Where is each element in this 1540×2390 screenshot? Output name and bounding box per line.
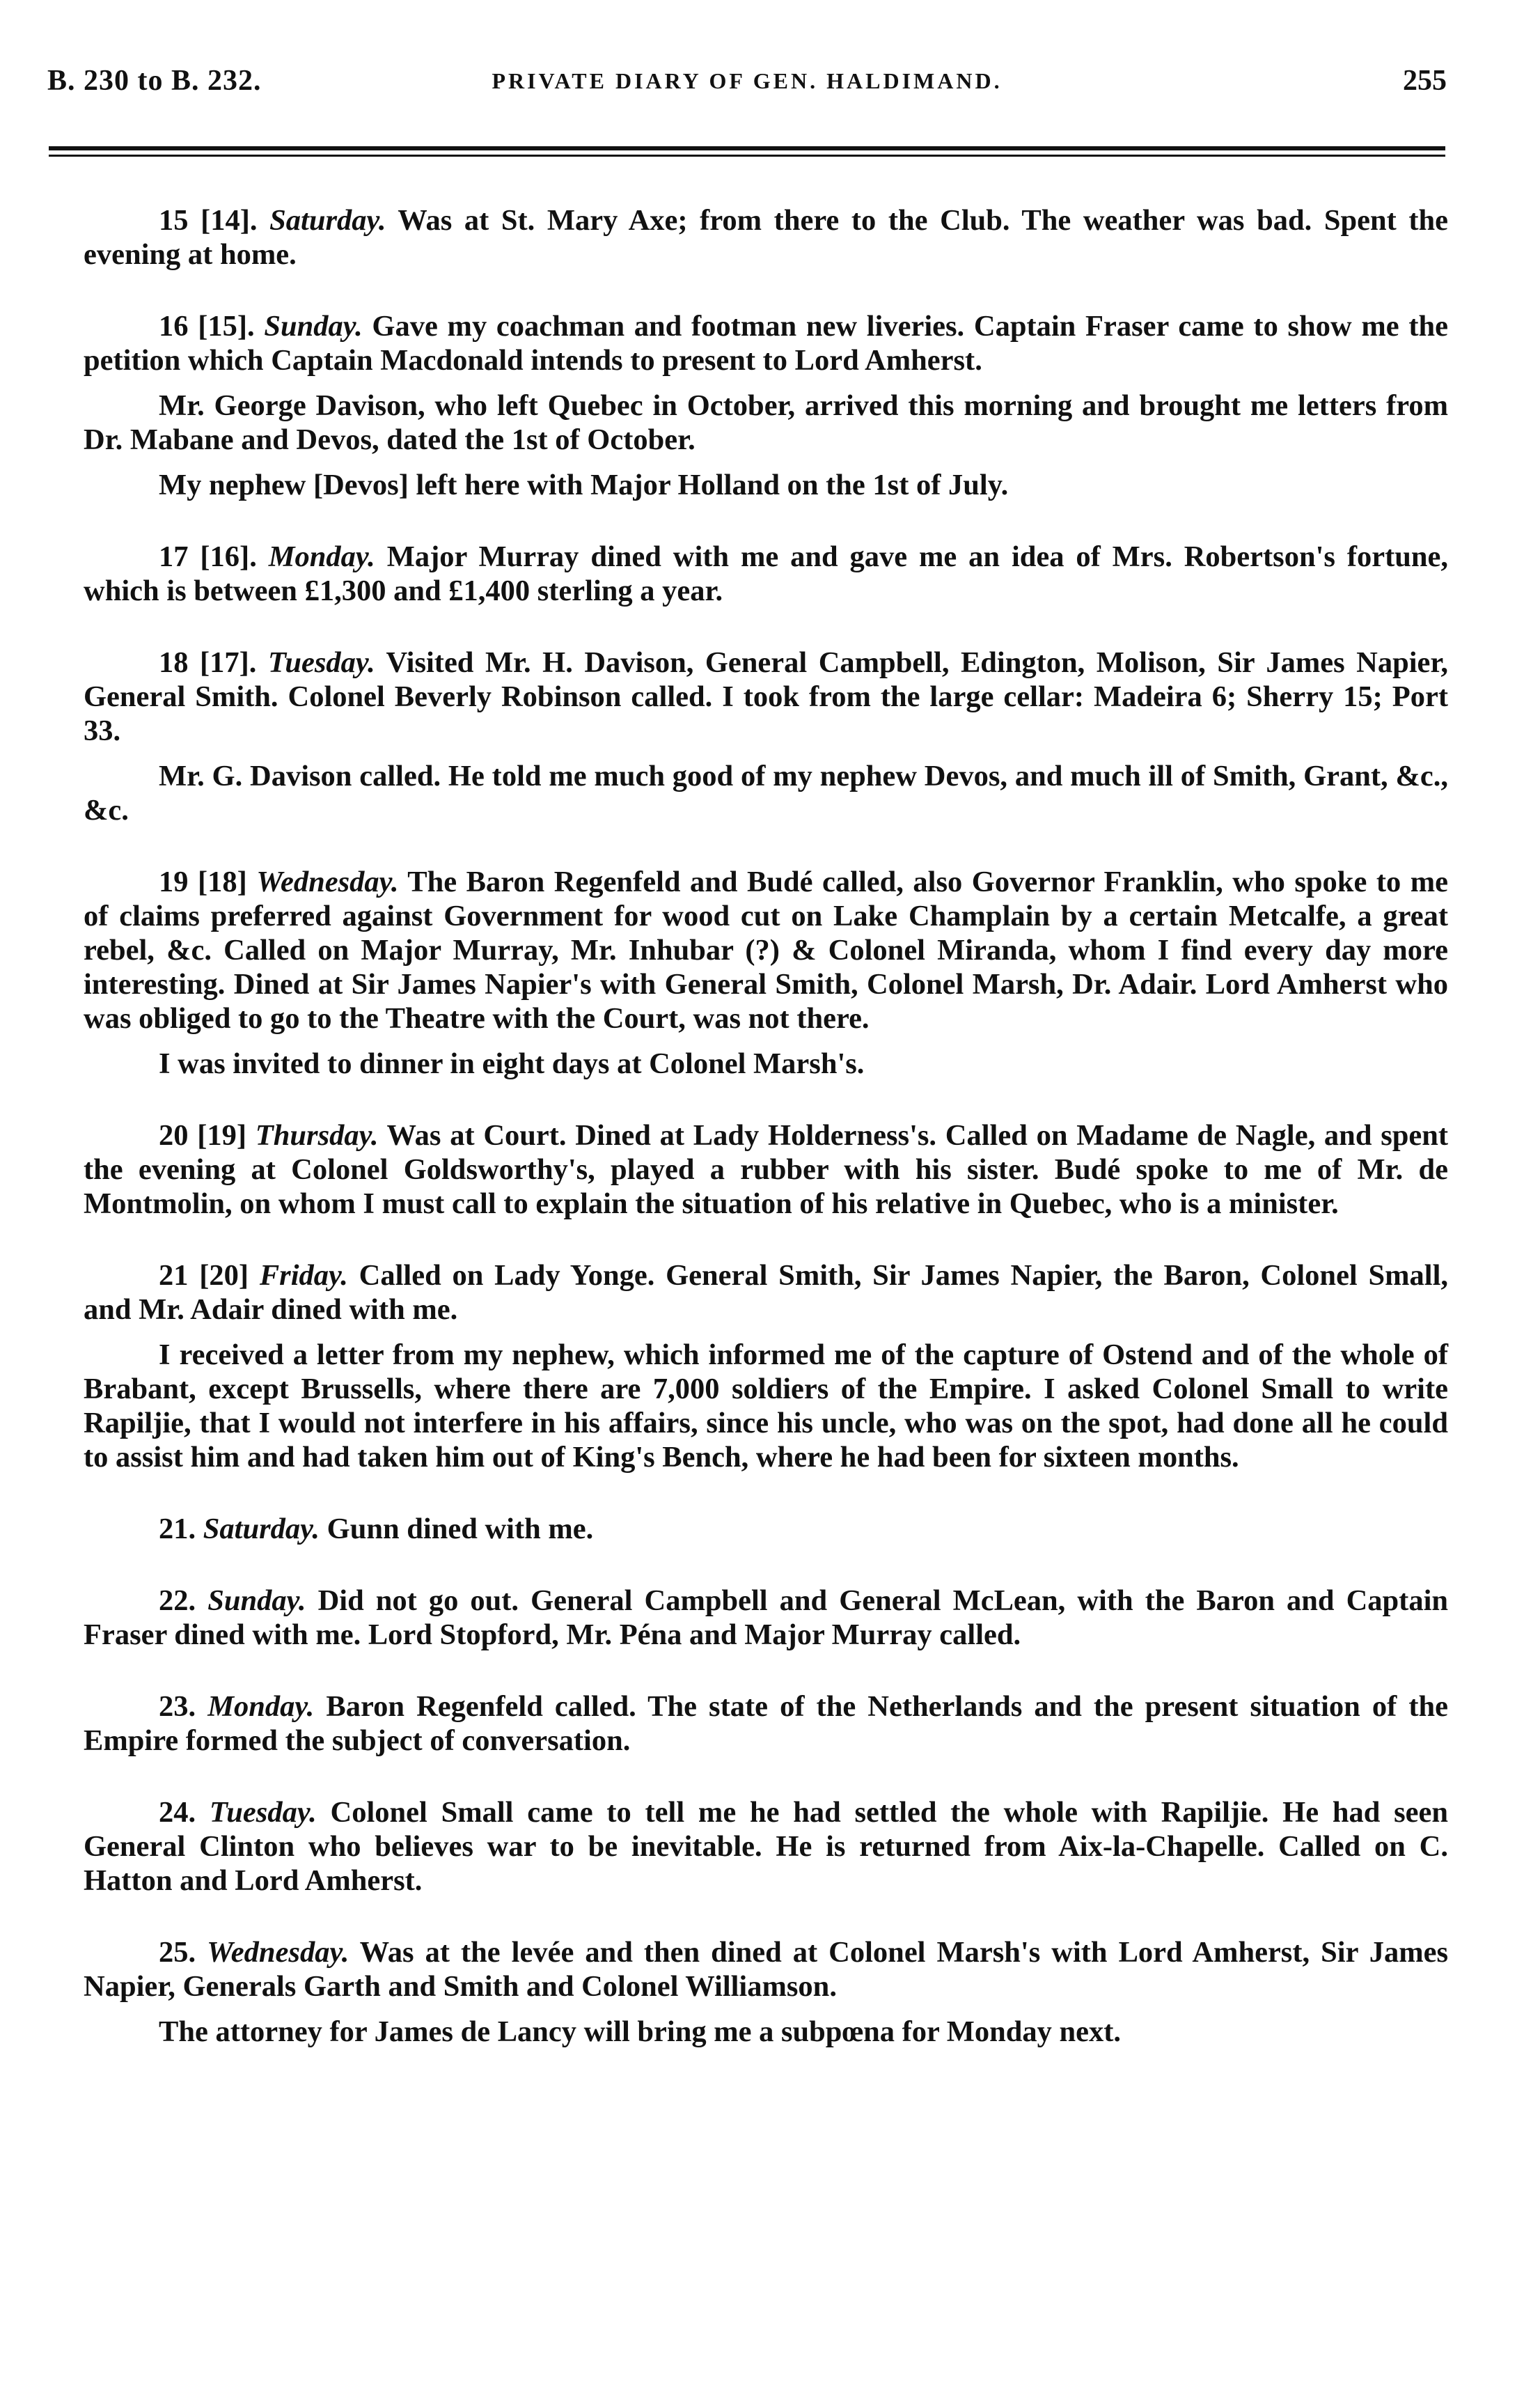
diary-entry xyxy=(84,1118,1448,1221)
diary-entry xyxy=(84,1584,1448,1652)
entry-day: Saturday. xyxy=(203,1513,320,1545)
diary-paragraph xyxy=(84,1338,1448,1474)
entry-date: 17 [16]. xyxy=(159,540,257,573)
diary-entry xyxy=(84,865,1448,1036)
entry-date: 21. xyxy=(159,1513,196,1545)
diary-entry xyxy=(84,1689,1448,1758)
diary-entry xyxy=(84,646,1448,748)
entry-date: 21 [20] xyxy=(159,1259,249,1292)
entry-text: I was invited to dinner in eight days at Colonel Marsh's. xyxy=(159,1047,865,1080)
diary-paragraph xyxy=(84,1047,1448,1081)
entry-day: Monday. xyxy=(207,1690,315,1723)
entry-range: B. 230 to B. 232. xyxy=(47,65,262,97)
entry-text: Mr. George Davison, who left Quebec in October, arrived this morning and brought me letters from Dr. Mabane and Devos, dated the 1st of October. xyxy=(84,389,1448,456)
entry-text: The Baron Regenfeld and Budé called, also Governor Franklin, who spoke to me of claims preferred against Government for wood cut on Lake Champlain by a certain Metcalfe, a great rebel, &c. Called on Major Murray, Mr. Inhubar (?) & Colonel Miranda, whom I find every day more interesting. Dined at Sir James Napier's with General Smith, Colonel Marsh, Dr. Adair. Lord Amherst who was obliged to go to the Theatre with the Court, was not there. xyxy=(84,866,1449,1035)
header-rule-thin xyxy=(49,155,1445,157)
entry-date: 24. xyxy=(159,1796,196,1829)
diary-paragraph xyxy=(84,389,1448,457)
diary-entry xyxy=(84,309,1448,377)
entry-text: Was at Court. Dined at Lady Holderness's. Called on Madame de Nagle, and spent the evening at Colonel Goldsworthy's, played a rubber with his sister. Budé spoke to me of Mr. de Montmolin, on whom I must call to explain the situation of his relative in Quebec, who is a minister. xyxy=(84,1119,1449,1220)
entry-text: Visited Mr. H. Davison, General Campbell, Edington, Molison, Sir James Napier, General Smith. Colonel Beverly Robinson called. I took from the large cellar: Madeira 6; Sherry 15; Port 33. xyxy=(84,646,1448,747)
diary-paragraph xyxy=(84,2015,1448,2049)
entry-text: I received a letter from my nephew, which informed me of the capture of Ostend and of the whole of Brabant, except Brussells, where there are 7,000 soldiers of the Empire. I asked Colonel Small to write Rapiljie, that I would not interfere in his affairs, since his uncle, who was on the spot, had done all he could to assist him and had taken him out of King's Bench, where he had been for sixteen months. xyxy=(84,1338,1448,1474)
entry-day: Monday. xyxy=(268,540,375,573)
entry-text: Did not go out. General Campbell and General McLean, with the Baron and Captain Fraser dined with me. Lord Stopford, Mr. Péna and Major Murray called. xyxy=(84,1584,1449,1651)
diary-entry xyxy=(84,1795,1448,1898)
entry-text: Baron Regenfeld called. The state of the Netherlands and the present situation of the Empire formed the subject of conversation. xyxy=(84,1690,1449,1757)
entry-date: 15 [14]. xyxy=(159,204,258,237)
entry-day: Sunday. xyxy=(264,310,363,343)
page-number: 255 xyxy=(1403,65,1447,97)
running-header xyxy=(47,64,1447,106)
diary-body xyxy=(84,203,1448,2049)
entry-date: 20 [19] xyxy=(159,1119,247,1152)
entry-text: Called on Lady Yonge. General Smith, Sir James Napier, the Baron, Colonel Small, and Mr. Adair dined with me. xyxy=(84,1259,1449,1326)
diary-entry xyxy=(84,203,1448,272)
entry-date: 18 [17]. xyxy=(159,646,257,679)
entry-text: Gave my coachman and footman new liveries. Captain Fraser came to show me the petition which Captain Macdonald intends to present to Lord Amherst. xyxy=(84,310,1448,377)
entry-day: Sunday. xyxy=(207,1584,306,1617)
diary-entry xyxy=(84,1258,1448,1327)
entry-text: Mr. G. Davison called. He told me much good of my nephew Devos, and much ill of Smith, Grant, &c., &c. xyxy=(84,760,1448,827)
entry-day: Thursday. xyxy=(255,1119,379,1152)
entry-text: Was at the levée and then dined at Colonel Marsh's with Lord Amherst, Sir James Napier, Generals Garth and Smith and Colonel Williamson. xyxy=(84,1936,1449,2003)
entry-day: Tuesday. xyxy=(209,1796,317,1829)
entry-text: Colonel Small came to tell me he had settled the whole with Rapiljie. He had seen General Clinton who believes war to be inevitable. He is returned from Aix-la-Chapelle. Called on C. Hatton and Lord Amherst. xyxy=(84,1796,1449,1897)
diary-entry xyxy=(84,540,1448,608)
diary-paragraph xyxy=(84,468,1448,502)
entry-day: Saturday. xyxy=(269,204,386,237)
entry-day: Friday. xyxy=(259,1259,348,1292)
entry-text: Gunn dined with me. xyxy=(327,1513,594,1545)
entry-date: 22. xyxy=(159,1584,196,1617)
entry-date: 23. xyxy=(159,1690,196,1723)
header-rule-thick xyxy=(49,146,1445,150)
diary-entry xyxy=(84,1935,1448,2004)
entry-day: Wednesday. xyxy=(207,1936,349,1969)
diary-paragraph xyxy=(84,759,1448,827)
entry-text: Was at St. Mary Axe; from there to the Club. The weather was bad. Spent the evening at home. xyxy=(84,204,1449,271)
entry-text: Major Murray dined with me and gave me an idea of Mrs. Robertson's fortune, which is between £1,300 and £1,400 sterling a year. xyxy=(84,540,1449,607)
entry-text: The attorney for James de Lancy will bring me a subpœna for Monday next. xyxy=(159,2015,1122,2048)
entry-date: 25. xyxy=(159,1936,196,1969)
entry-day: Wednesday. xyxy=(256,866,399,898)
entry-date: 16 [15]. xyxy=(159,310,255,343)
entry-date: 19 [18] xyxy=(159,866,247,898)
diary-entry xyxy=(84,1512,1448,1546)
entry-text: My nephew [Devos] left here with Major Holland on the 1st of July. xyxy=(159,469,1009,501)
running-title: PRIVATE DIARY OF GEN. HALDIMAND. xyxy=(492,68,1003,93)
entry-day: Tuesday. xyxy=(267,646,375,679)
